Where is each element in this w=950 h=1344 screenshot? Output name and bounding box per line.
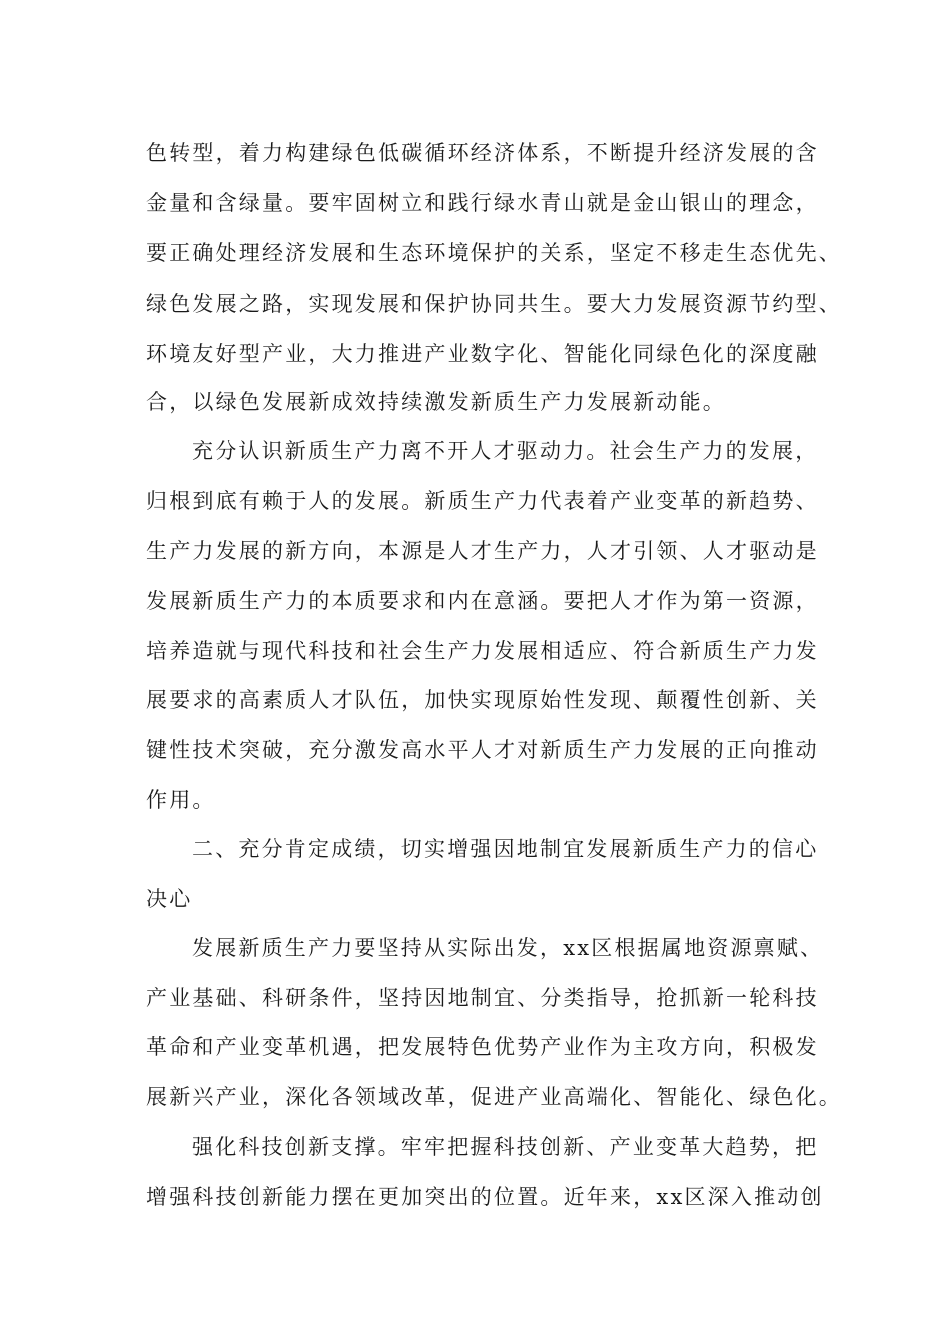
paragraph-line: 绿色发展之路，实现发展和保护协同共生。要大力发展资源节约型、 bbox=[146, 292, 842, 316]
paragraph-line: 合，以绿色发展新成效持续激发新质生产力发展新动能。 bbox=[146, 390, 726, 414]
paragraph-line: 发展新质生产力要坚持从实际出发，xx区根据属地资源禀赋、 bbox=[192, 936, 824, 960]
paragraph-line: 强化科技创新支撑。牢牢把握科技创新、产业变革大趋势，把 bbox=[192, 1135, 819, 1159]
paragraph-line: 键性技术突破，充分激发高水平人才对新质生产力发展的正向推动 bbox=[146, 738, 819, 762]
paragraph-line: 生产力发展的新方向，本源是人才生产力，人才引领、人才驱动是 bbox=[146, 539, 819, 563]
paragraph-line: 发展新质生产力的本质要求和内在意涵。要把人才作为第一资源， bbox=[146, 589, 819, 613]
paragraph-line: 培养造就与现代科技和社会生产力发展相适应、符合新质生产力发 bbox=[146, 639, 819, 663]
paragraph-line: 增强科技创新能力摆在更加突出的位置。近年来，xx区深入推动创 bbox=[146, 1185, 824, 1209]
paragraph-line: 展新兴产业，深化各领域改革，促进产业高端化、智能化、绿色化。 bbox=[146, 1085, 842, 1109]
section-heading-line: 二、充分肯定成绩，切实增强因地制宜发展新质生产力的信心 bbox=[192, 837, 819, 861]
paragraph-line: 革命和产业变革机遇，把发展特色优势产业作为主攻方向，积极发 bbox=[146, 1035, 819, 1059]
paragraph-line: 要正确处理经济发展和生态环境保护的关系，坚定不移走生态优先、 bbox=[146, 241, 842, 265]
paragraph-line: 充分认识新质生产力离不开人才驱动力。社会生产力的发展， bbox=[192, 439, 819, 463]
paragraph-line: 归根到底有赖于人的发展。新质生产力代表着产业变革的新趋势、 bbox=[146, 489, 819, 513]
paragraph-line: 作用。 bbox=[146, 788, 216, 812]
paragraph-line: 金量和含绿量。要牢固树立和践行绿水青山就是金山银山的理念， bbox=[146, 191, 819, 215]
paragraph-line: 展要求的高素质人才队伍，加快实现原始性发现、颠覆性创新、关 bbox=[146, 688, 819, 712]
section-heading-line: 决心 bbox=[146, 887, 193, 911]
paragraph-line: 环境友好型产业，大力推进产业数字化、智能化同绿色化的深度融 bbox=[146, 342, 819, 366]
paragraph-line: 色转型，着力构建绿色低碳循环经济体系，不断提升经济发展的含 bbox=[146, 141, 819, 165]
paragraph-line: 产业基础、科研条件，坚持因地制宜、分类指导，抢抓新一轮科技 bbox=[146, 986, 819, 1010]
